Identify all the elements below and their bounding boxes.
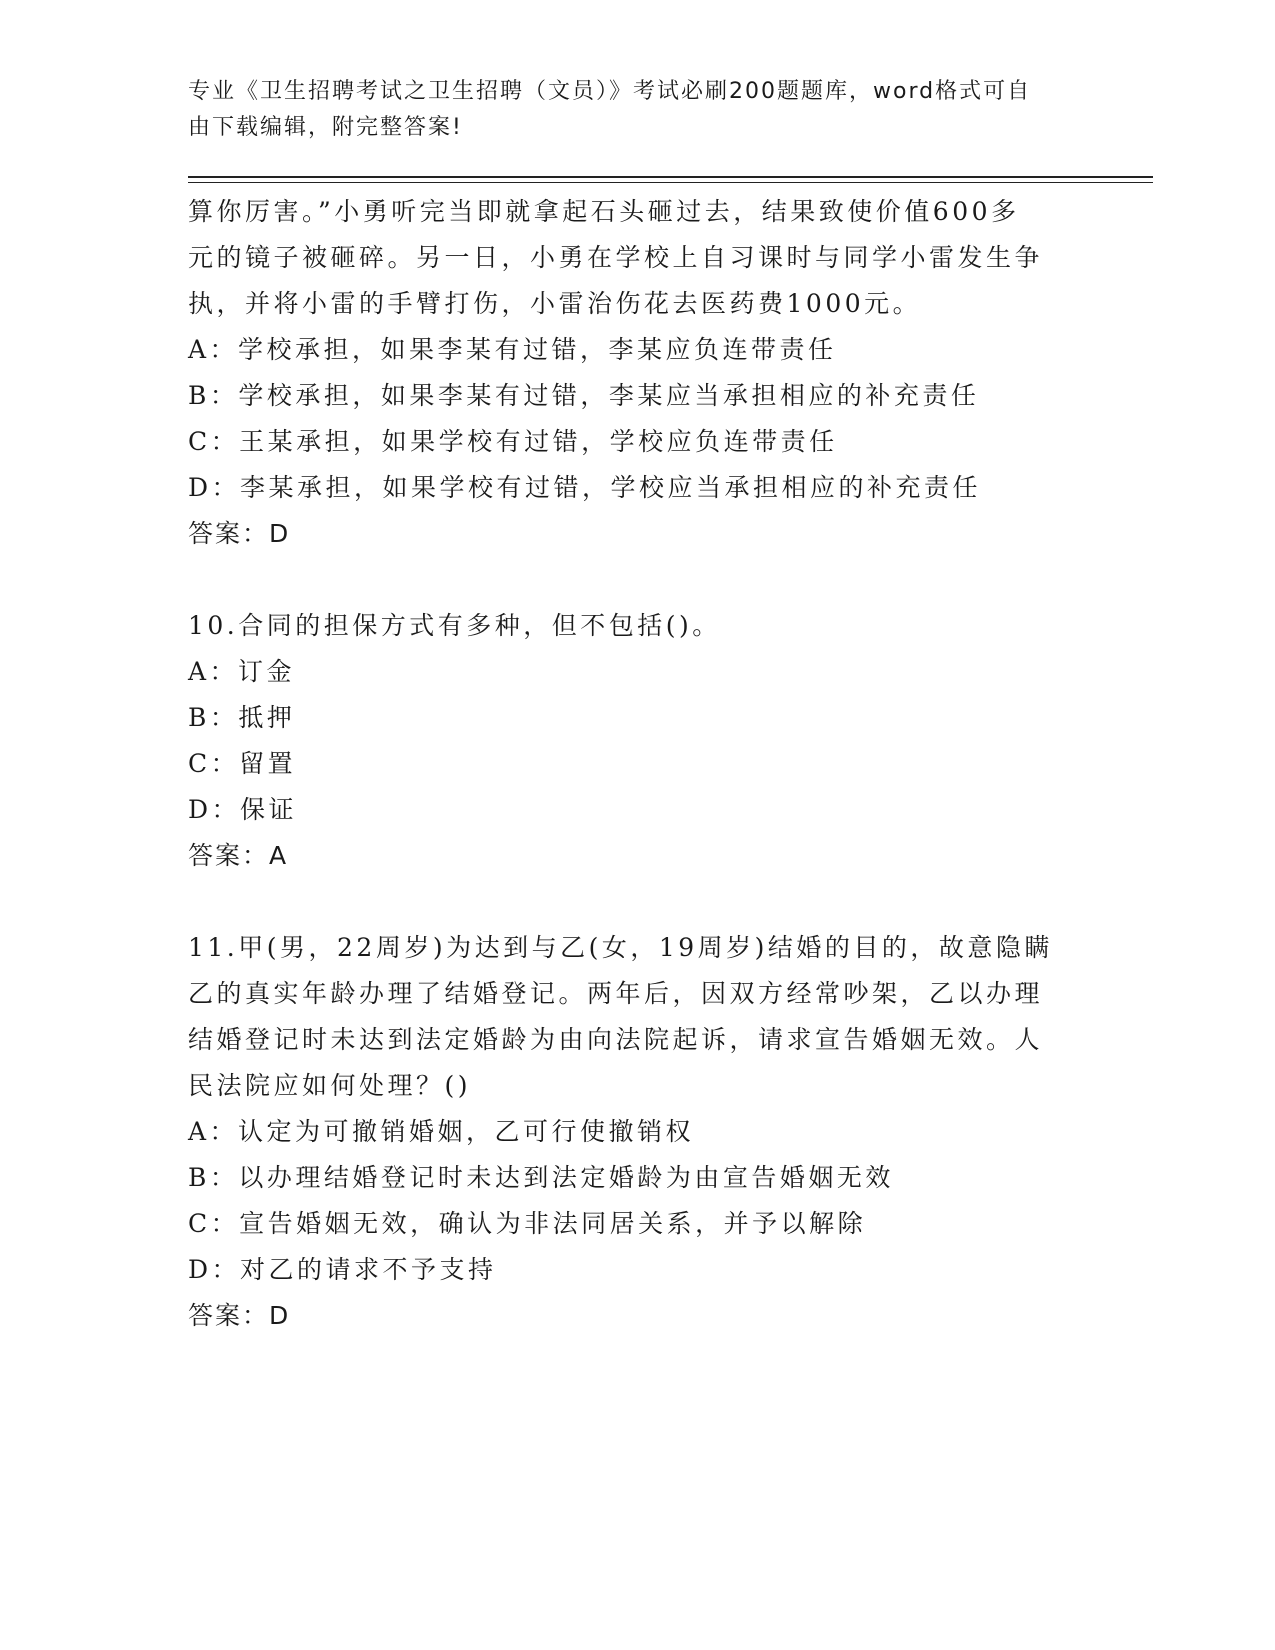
option-d: D：保证	[188, 795, 298, 824]
option-b: B：抵押	[188, 703, 296, 732]
question-text-line: 11.甲(男，22周岁)为达到与乙(女，19周岁)结婚的目的，故意隐瞒	[188, 933, 1053, 962]
option-b: B：学校承担，如果李某有过错，李某应当承担相应的补充责任	[188, 381, 980, 410]
question-text-line: 结婚登记时未达到法定婚龄为由向法院起诉，请求宣告婚姻无效。人	[188, 1025, 1044, 1054]
header-divider-thin	[188, 182, 1153, 183]
document-header	[188, 74, 1068, 146]
option-d: D：李某承担，如果学校有过错，学校应当承担相应的补充责任	[188, 473, 982, 502]
question-stem: 10.合同的担保方式有多种，但不包括()。	[188, 611, 721, 640]
option-a: A：认定为可撤销婚姻，乙可行使撤销权	[188, 1117, 695, 1146]
question-text-line: 乙的真实年龄办理了结婚登记。两年后，因双方经常吵架，乙以办理	[188, 979, 1044, 1008]
answer-label: 答案：A	[188, 841, 289, 870]
option-a: A：学校承担，如果李某有过错，李某应负连带责任	[188, 335, 837, 364]
question-text-line: 算你厉害。”小勇听完当即就拿起石头砸过去，结果致使价值600多	[188, 197, 1020, 226]
question-text-line: 执，并将小雷的手臂打伤，小雷治伤花去医药费1000元。	[188, 289, 922, 318]
option-b: B：以办理结婚登记时未达到法定婚龄为由宣告婚姻无效	[188, 1163, 894, 1192]
answer-label: 答案：D	[188, 519, 291, 548]
spacer	[188, 557, 1068, 603]
header-line-2: 由下载编辑，附完整答案!	[188, 115, 463, 140]
question-10	[188, 603, 1068, 879]
answer-label: 答案：D	[188, 1301, 291, 1330]
question-11	[188, 925, 1068, 1339]
option-c: C：宣告婚姻无效，确认为非法同居关系，并予以解除	[188, 1209, 867, 1238]
spacer	[188, 879, 1068, 925]
option-c: C：留置	[188, 749, 297, 778]
option-d: D：对乙的请求不予支持	[188, 1255, 497, 1284]
option-c: C：王某承担，如果学校有过错，学校应负连带责任	[188, 427, 838, 456]
option-a: A：订金	[188, 657, 296, 686]
question-content	[188, 189, 1068, 1339]
question-text-line: 民法院应如何处理？()	[188, 1071, 472, 1100]
header-line-1: 专业《卫生招聘考试之卫生招聘（文员）》考试必刷200题题库，word格式可自	[188, 79, 1032, 104]
header-divider-thick	[188, 176, 1153, 178]
question-text-line: 元的镜子被砸碎。另一日，小勇在学校上自习课时与同学小雷发生争	[188, 243, 1044, 272]
question-9-continuation	[188, 189, 1068, 557]
